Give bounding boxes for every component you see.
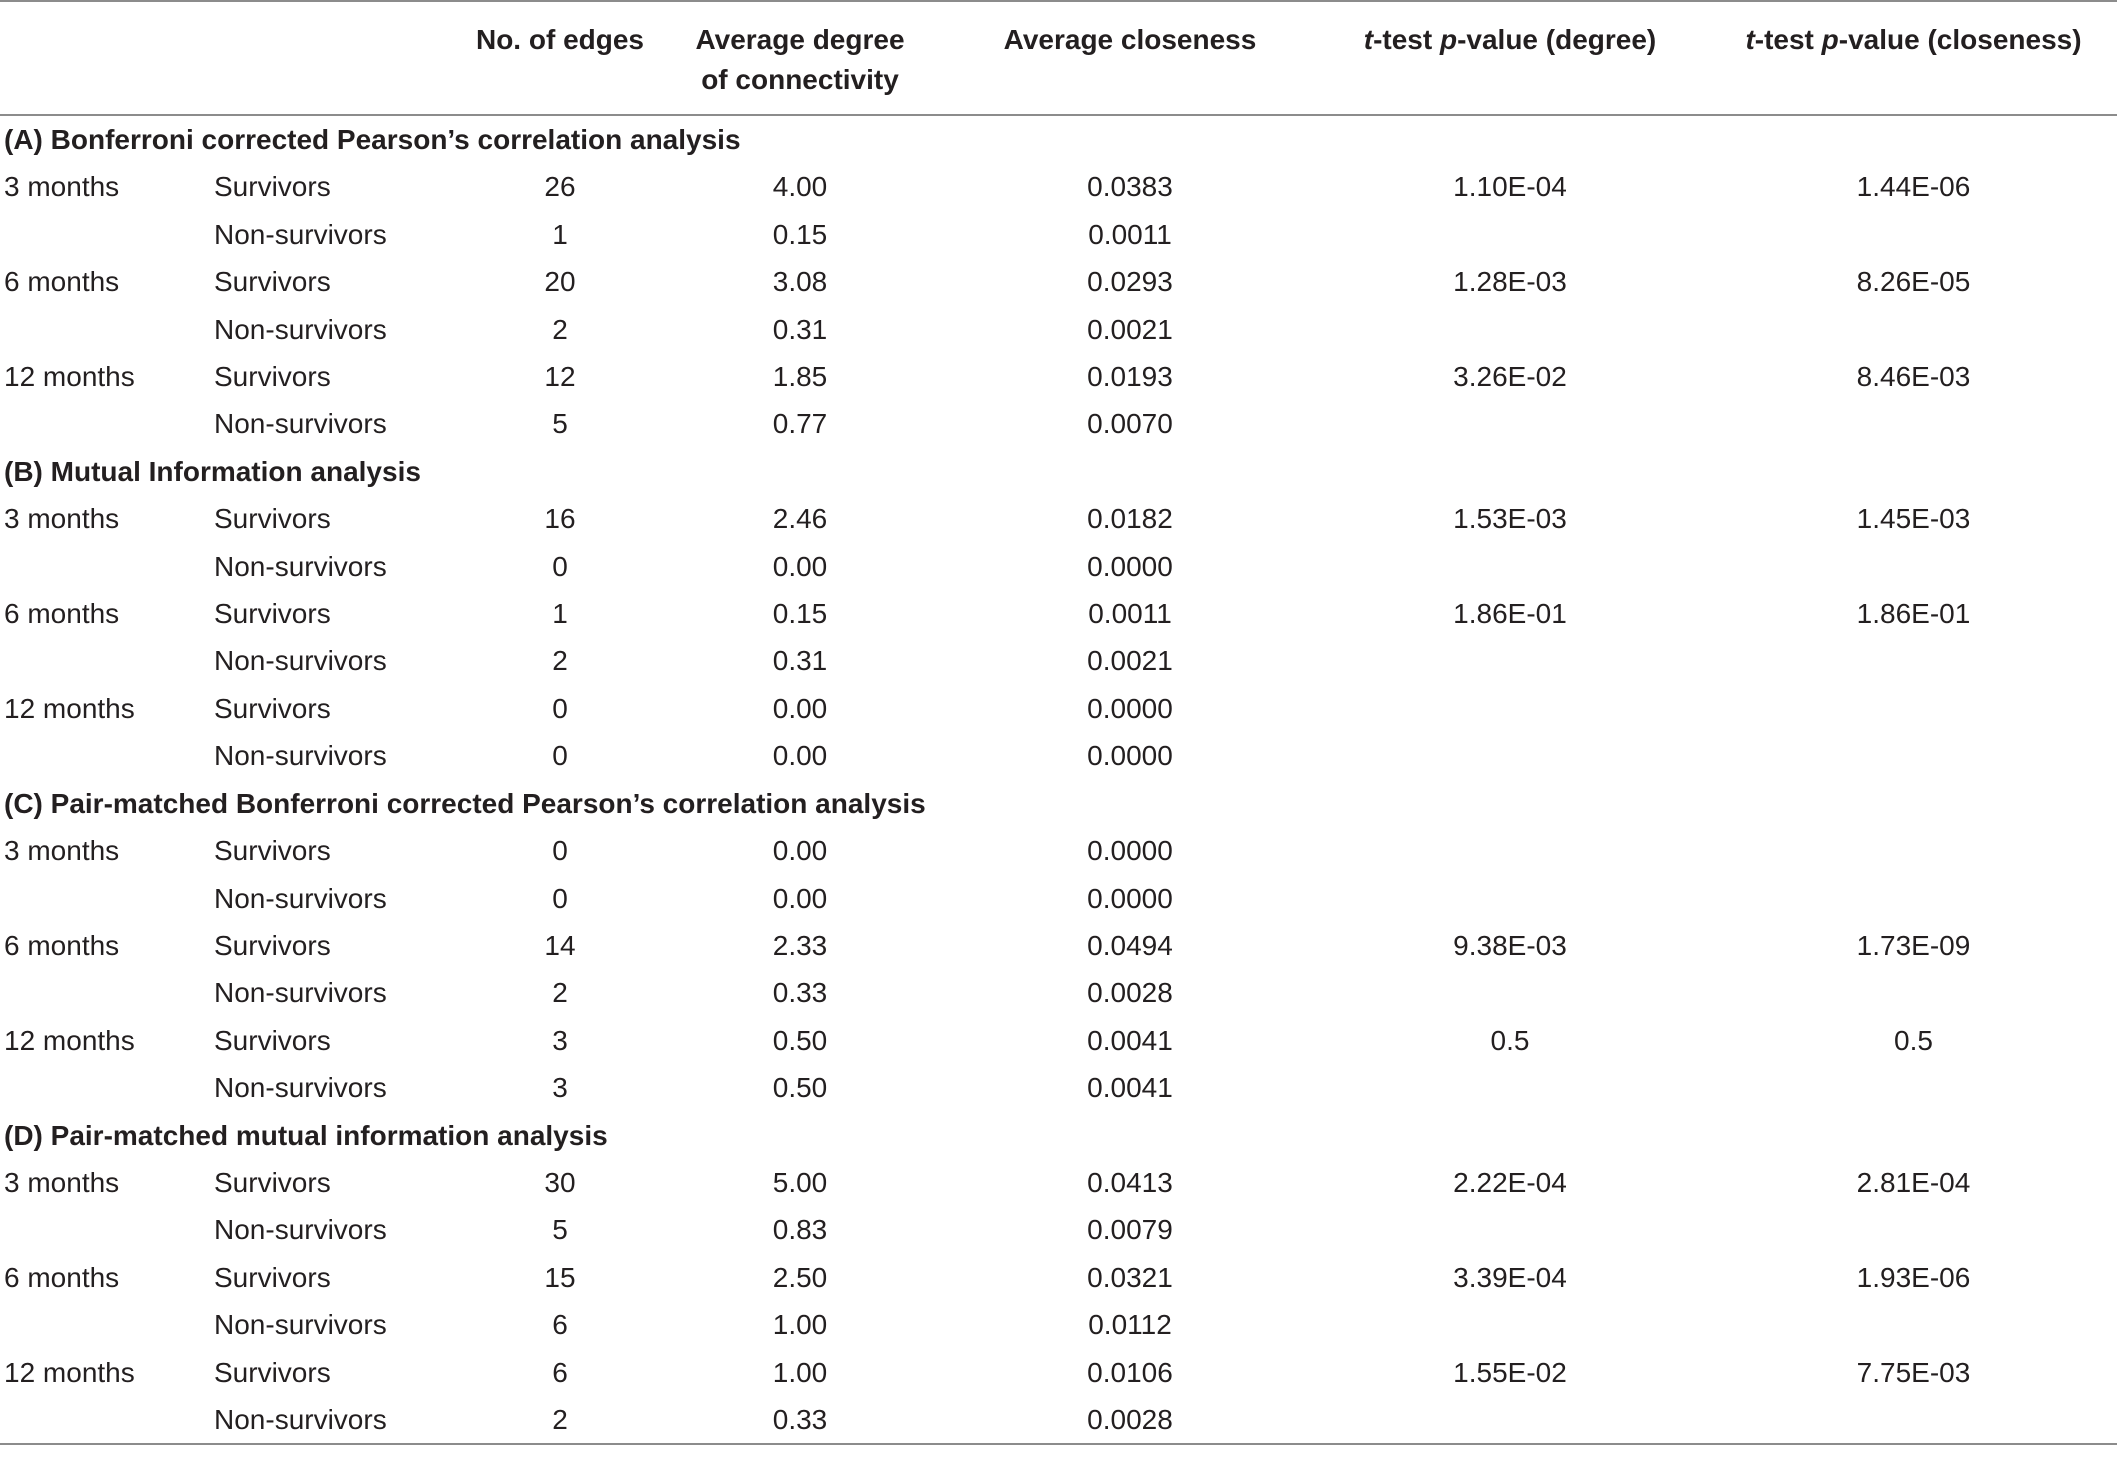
closeness-cell: 0.0041 — [1087, 1072, 1173, 1104]
p-degree-cell — [1310, 875, 1710, 922]
degree-cell: 0.15 — [772, 598, 828, 630]
period-cell: 12 months — [4, 692, 135, 724]
p-closeness-cell — [1710, 1301, 2117, 1348]
degree-cell: 2.46 — [772, 503, 828, 535]
period-cell — [0, 543, 210, 590]
table-header — [0, 1, 2117, 115]
p-closeness-cell — [1710, 306, 2117, 353]
p-closeness-cell: 8.26E-05 — [1856, 266, 1971, 298]
table-row — [0, 637, 2117, 684]
degree-cell: 0.15 — [772, 218, 828, 250]
table-row — [0, 922, 2117, 969]
edges-cell: 1 — [552, 218, 568, 250]
degree-cell: 0.83 — [772, 1214, 828, 1246]
edges-cell: 2 — [470, 1396, 650, 1444]
degree-cell: 0.00 — [772, 692, 828, 724]
group-cell: Non-survivors — [214, 1309, 387, 1341]
closeness-cell: 0.0000 — [1087, 835, 1173, 867]
p-degree-cell: 1.86E-01 — [1453, 598, 1567, 630]
header-ttest-degree-t: t — [1363, 24, 1374, 55]
p-closeness-cell — [1710, 969, 2117, 1016]
period-cell — [0, 400, 210, 447]
p-degree-cell — [1310, 732, 1710, 779]
closeness-cell: 0.0028 — [1087, 977, 1173, 1009]
table-row — [0, 969, 2117, 1016]
period-cell: 12 months — [4, 1356, 135, 1388]
section-header-row — [0, 1112, 2117, 1159]
header-closeness: Average closeness — [950, 2, 1310, 115]
p-degree-cell — [1310, 306, 1710, 353]
degree-cell: 5.00 — [772, 1166, 828, 1198]
group-cell: Non-survivors — [214, 977, 387, 1009]
edges-cell: 5 — [552, 1214, 568, 1246]
edges-cell: 3 — [552, 1024, 568, 1056]
p-degree-cell: 2.22E-04 — [1453, 1166, 1567, 1198]
period-cell: 3 months — [4, 171, 120, 203]
p-degree-cell — [1310, 969, 1710, 1016]
group-cell: Non-survivors — [214, 218, 387, 250]
closeness-cell: 0.0112 — [1088, 1309, 1172, 1341]
edges-cell: 15 — [544, 1261, 576, 1293]
table-row — [0, 1017, 2117, 1064]
p-closeness-cell: 0.5 — [1894, 1024, 1933, 1056]
closeness-cell: 0.0193 — [1087, 361, 1173, 393]
header-ttest-degree-suffix: -value (degree) — [1457, 24, 1657, 55]
closeness-cell: 0.0000 — [1087, 692, 1173, 724]
group-cell: Survivors — [214, 692, 331, 724]
edges-cell: 30 — [544, 1166, 576, 1198]
table-row — [0, 1349, 2117, 1396]
degree-cell: 4.00 — [772, 171, 828, 203]
p-closeness-cell — [1710, 827, 2117, 874]
table-row — [0, 400, 2117, 447]
p-degree-cell — [1310, 1301, 1710, 1348]
p-degree-cell — [1310, 637, 1710, 684]
table-row — [0, 685, 2117, 732]
group-cell: Non-survivors — [214, 1214, 387, 1246]
degree-cell: 0.00 — [772, 835, 828, 867]
degree-cell: 0.31 — [772, 645, 828, 677]
header-group — [210, 2, 470, 115]
table-row — [0, 306, 2117, 353]
section-title: (B) Mutual Information analysis — [4, 455, 421, 487]
edges-cell: 0 — [552, 550, 568, 582]
closeness-cell: 0.0070 — [1087, 408, 1173, 440]
closeness-cell: 0.0182 — [1087, 503, 1173, 535]
closeness-cell: 0.0000 — [1087, 550, 1173, 582]
header-ttest-closeness-mid: -test — [1754, 24, 1822, 55]
group-cell: Non-survivors — [214, 882, 387, 914]
table-row — [0, 495, 2117, 542]
edges-cell: 2 — [552, 977, 568, 1009]
p-degree-cell: 1.55E-02 — [1453, 1356, 1567, 1388]
closeness-cell: 0.0106 — [1087, 1356, 1173, 1388]
header-degree-line1: Average degree — [695, 24, 905, 55]
p-closeness-cell — [1710, 1064, 2117, 1111]
edges-cell: 1 — [552, 598, 568, 630]
period-cell — [0, 637, 210, 684]
p-closeness-cell — [1710, 875, 2117, 922]
table-row — [0, 875, 2117, 922]
period-cell: 6 months — [4, 1261, 120, 1293]
period-cell: 12 months — [4, 1024, 135, 1056]
period-cell — [0, 211, 210, 258]
group-cell: Non-survivors — [214, 313, 387, 345]
p-degree-cell: 9.38E-03 — [1453, 929, 1567, 961]
p-degree-cell: 1.53E-03 — [1453, 503, 1567, 535]
period-cell: 3 months — [4, 1166, 120, 1198]
group-cell: Non-survivors — [214, 550, 387, 582]
edges-cell: 2 — [552, 645, 568, 677]
p-degree-cell: 0.5 — [1490, 1024, 1530, 1056]
table-row — [0, 211, 2117, 258]
group-cell: Survivors — [214, 1024, 331, 1056]
edges-cell: 6 — [552, 1356, 568, 1388]
group-cell: Survivors — [214, 1166, 331, 1198]
header-period — [0, 2, 210, 115]
edges-cell: 12 — [544, 361, 576, 393]
p-closeness-cell — [1710, 732, 2117, 779]
group-cell: Survivors — [214, 361, 331, 393]
p-closeness-cell — [1710, 1396, 2117, 1444]
p-degree-cell: 3.39E-04 — [1453, 1261, 1567, 1293]
header-ttest-closeness-t: t — [1745, 24, 1755, 55]
closeness-cell: 0.0494 — [1087, 929, 1173, 961]
closeness-cell: 0.0011 — [1088, 218, 1172, 250]
p-closeness-cell — [1710, 543, 2117, 590]
group-cell: Survivors — [214, 929, 331, 961]
degree-cell: 0.31 — [772, 313, 828, 345]
degree-cell: 3.08 — [772, 266, 828, 298]
table-row — [0, 1254, 2117, 1301]
period-cell — [0, 969, 210, 1016]
degree-cell: 0.50 — [772, 1024, 828, 1056]
p-closeness-cell — [1710, 637, 2117, 684]
group-cell: Survivors — [214, 598, 331, 630]
edges-cell: 5 — [552, 408, 568, 440]
header-ttest-closeness-p: p — [1821, 24, 1839, 55]
p-degree-cell — [1310, 1206, 1710, 1253]
period-cell — [0, 875, 210, 922]
p-closeness-cell — [1710, 400, 2117, 447]
period-cell — [0, 306, 210, 353]
closeness-cell: 0.0000 — [1087, 882, 1173, 914]
p-closeness-cell — [1710, 685, 2117, 732]
header-ttest-degree — [1310, 2, 1710, 115]
table-body — [0, 115, 2117, 1444]
p-degree-cell: 1.28E-03 — [1453, 266, 1567, 298]
table-row — [0, 1159, 2117, 1206]
table-row — [0, 732, 2117, 779]
edges-cell: 20 — [544, 266, 576, 298]
edges-cell: 0 — [552, 692, 568, 724]
table-row — [0, 258, 2117, 305]
closeness-cell: 0.0021 — [1087, 645, 1173, 677]
edges-cell: 14 — [544, 929, 576, 961]
group-cell: Survivors — [214, 835, 331, 867]
period-cell: 6 months — [4, 929, 120, 961]
p-degree-cell — [1310, 211, 1710, 258]
closeness-cell: 0.0079 — [1087, 1214, 1173, 1246]
table-row — [0, 1206, 2117, 1253]
p-degree-cell — [1310, 685, 1710, 732]
edges-cell: 0 — [552, 740, 568, 772]
table-row — [0, 827, 2117, 874]
section-title: (D) Pair-matched mutual information analysis — [4, 1119, 608, 1151]
degree-cell: 0.77 — [772, 408, 828, 440]
period-cell: 3 months — [4, 503, 120, 535]
table-row — [0, 353, 2117, 400]
period-cell — [0, 732, 210, 779]
closeness-cell: 0.0000 — [1087, 740, 1173, 772]
p-degree-cell — [1310, 1064, 1710, 1111]
degree-cell: 0.33 — [650, 1396, 950, 1444]
edges-cell: 16 — [544, 503, 576, 535]
degree-cell: 0.33 — [772, 977, 828, 1009]
p-closeness-cell: 1.93E-06 — [1856, 1261, 1971, 1293]
period-cell — [0, 1301, 210, 1348]
group-cell: Survivors — [214, 503, 331, 535]
degree-cell: 2.50 — [772, 1261, 828, 1293]
table-row — [0, 1396, 2117, 1444]
p-closeness-cell: 8.46E-03 — [1856, 361, 1971, 393]
p-closeness-cell: 1.44E-06 — [1856, 171, 1971, 203]
period-cell: 6 months — [4, 266, 120, 298]
p-degree-cell: 1.10E-04 — [1453, 171, 1567, 203]
p-closeness-cell: 1.73E-09 — [1856, 929, 1971, 961]
header-degree — [650, 2, 950, 115]
closeness-cell: 0.0383 — [1087, 171, 1173, 203]
closeness-cell: 0.0293 — [1087, 266, 1173, 298]
group-cell: Non-survivors — [214, 408, 387, 440]
closeness-cell: 0.0321 — [1087, 1261, 1173, 1293]
table-row — [0, 1064, 2117, 1111]
header-ttest-closeness-suffix: -value (closeness) — [1838, 24, 2082, 55]
degree-cell: 0.00 — [772, 550, 828, 582]
p-degree-cell — [1310, 1396, 1710, 1444]
degree-cell: 1.85 — [772, 361, 828, 393]
p-closeness-cell: 2.81E-04 — [1856, 1166, 1971, 1198]
degree-cell: 0.50 — [772, 1072, 828, 1104]
edges-cell: 2 — [552, 313, 568, 345]
degree-cell: 1.00 — [772, 1356, 828, 1388]
degree-cell: 0.00 — [772, 882, 828, 914]
closeness-cell: 0.0021 — [1087, 313, 1173, 345]
degree-cell: 2.33 — [772, 929, 828, 961]
section-title: (A) Bonferroni corrected Pearson’s correlation analysis — [4, 124, 741, 155]
p-degree-cell — [1310, 827, 1710, 874]
table-row — [0, 1301, 2117, 1348]
header-ttest-degree-p: p — [1439, 24, 1458, 55]
p-closeness-cell: 7.75E-03 — [1856, 1356, 1971, 1388]
section-header-row — [0, 115, 2117, 163]
p-closeness-cell: 1.45E-03 — [1856, 503, 1971, 535]
group-cell: Non-survivors — [210, 1396, 470, 1444]
edges-cell: 6 — [552, 1309, 568, 1341]
closeness-cell: 0.0041 — [1087, 1024, 1173, 1056]
p-degree-cell — [1310, 400, 1710, 447]
section-header-row — [0, 780, 2117, 827]
group-cell: Survivors — [214, 266, 331, 298]
period-cell: 6 months — [4, 598, 120, 630]
p-degree-cell — [1310, 543, 1710, 590]
table-row — [0, 543, 2117, 590]
edges-cell: 0 — [552, 835, 568, 867]
period-cell — [0, 1396, 210, 1444]
table-row — [0, 590, 2117, 637]
section-header-row — [0, 448, 2117, 495]
edges-cell: 0 — [552, 882, 568, 914]
edges-cell: 3 — [552, 1072, 568, 1104]
group-cell: Non-survivors — [214, 645, 387, 677]
p-closeness-cell — [1710, 1206, 2117, 1253]
period-cell — [0, 1064, 210, 1111]
p-closeness-cell — [1710, 211, 2117, 258]
degree-cell: 1.00 — [772, 1309, 828, 1341]
group-cell: Survivors — [214, 1356, 331, 1388]
header-ttest-closeness — [1710, 2, 2117, 115]
closeness-cell: 0.0028 — [950, 1396, 1310, 1444]
closeness-cell: 0.0011 — [1088, 598, 1172, 630]
header-degree-line2: of connectivity — [701, 64, 899, 95]
p-closeness-cell: 1.86E-01 — [1856, 598, 1971, 630]
degree-cell: 0.00 — [772, 740, 828, 772]
header-ttest-degree-mid: -test — [1373, 24, 1440, 55]
group-cell: Non-survivors — [214, 740, 387, 772]
group-cell: Survivors — [214, 1261, 331, 1293]
group-cell: Survivors — [214, 171, 331, 203]
closeness-cell: 0.0413 — [1087, 1166, 1173, 1198]
table-row — [0, 163, 2117, 210]
group-cell: Non-survivors — [214, 1072, 387, 1104]
edges-cell: 26 — [544, 171, 576, 203]
period-cell: 12 months — [4, 361, 135, 393]
section-title: (C) Pair-matched Bonferroni corrected Pearson’s correlation analysis — [4, 787, 926, 819]
period-cell — [0, 1206, 210, 1253]
p-degree-cell: 3.26E-02 — [1453, 361, 1567, 393]
header-edges: No. of edges — [470, 2, 650, 115]
period-cell: 3 months — [4, 835, 120, 867]
